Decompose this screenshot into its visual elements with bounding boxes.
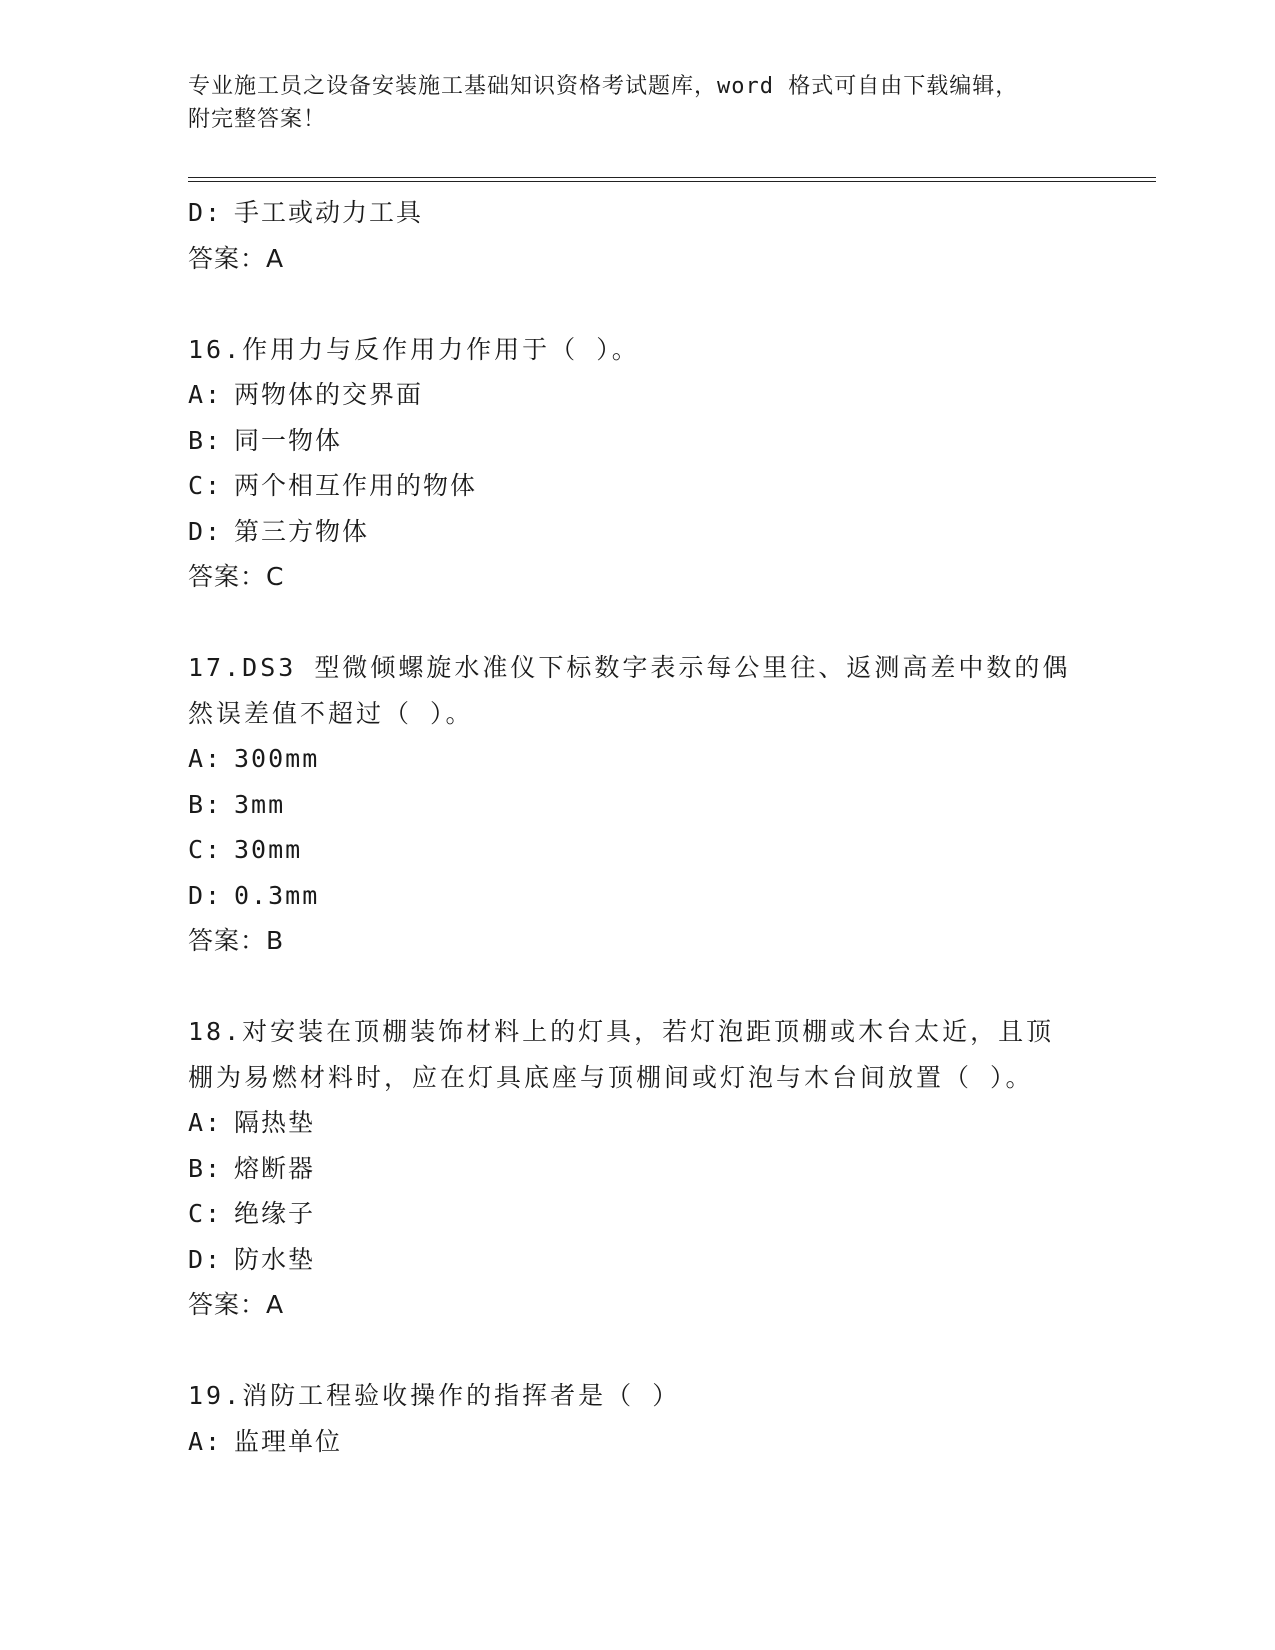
question-stem-continued: 然误差值不超过（ ）。 [188,698,474,728]
option-d [188,873,1088,919]
option-label: A: [188,380,223,409]
option-text: 手工或动力工具 [234,198,424,227]
option-text: 300mm [234,744,320,773]
answer-line: 答案：B [188,926,285,955]
document-header [188,70,1088,136]
option-text: 监理单位 [234,1426,343,1456]
option-text: 第三方物体 [234,516,370,546]
header-divider [188,177,1156,182]
question-stem: 16.作用力与反作用力作用于（ ）。 [188,334,640,364]
option-text: 熔断器 [234,1153,316,1183]
option-text: 绝缘子 [234,1199,316,1228]
option-label: D: [188,1244,223,1274]
option-b [188,782,1088,828]
header-line-2: 附完整答案！ [188,107,327,132]
question-list [188,190,1088,1464]
question-stem-continued: 棚为易燃材料时，应在灯具底座与顶棚间或灯泡与木台间放置（ ）。 [188,1062,1034,1092]
option-text: 30mm [234,835,303,864]
question-stem: 17.DS3 型微倾螺旋水准仪下标数字表示每公里往、返测高差中数的偶 [188,653,1071,682]
option-label: D: [188,880,223,910]
header-line-1: 专业施工员之设备安装施工基础知识资格考试题库，word 格式可自由下载编辑， [188,74,1019,99]
option-text: 防水垫 [234,1244,316,1274]
option-b [188,1146,1088,1192]
option-a [188,372,1088,418]
option-label: B: [188,425,223,455]
option-d [188,1237,1088,1283]
option-label: D: [188,516,223,546]
option-label: A: [188,744,223,773]
option-text: 隔热垫 [234,1108,316,1137]
option-d [188,190,1088,236]
question-stem: 19.消防工程验收操作的指挥者是（ ） [188,1381,681,1410]
option-a [188,1419,1088,1465]
option-label: A: [188,1426,223,1456]
option-a [188,1100,1088,1146]
question-stem: 18.对安装在顶棚装饰材料上的灯具，若灯泡距顶棚或木台太近，且顶 [188,1017,1055,1046]
option-text: 同一物体 [234,425,343,455]
option-c [188,1191,1088,1237]
answer-line: 答案：C [188,562,285,591]
option-text: 两物体的交界面 [234,380,424,409]
option-label: C: [188,471,223,500]
option-label: D: [188,198,223,227]
option-d [188,509,1088,555]
option-c [188,463,1088,509]
option-text: 3mm [234,789,286,819]
option-text: 两个相互作用的物体 [234,471,478,500]
option-text: 0.3mm [234,880,320,910]
option-label: C: [188,1199,223,1228]
option-label: B: [188,789,223,819]
answer-line: 答案：A [188,243,285,273]
option-label: A: [188,1108,223,1137]
answer-line: 答案：A [188,1290,285,1319]
option-a [188,736,1088,782]
option-label: C: [188,835,223,864]
option-label: B: [188,1153,223,1183]
option-c [188,827,1088,873]
option-b [188,418,1088,464]
